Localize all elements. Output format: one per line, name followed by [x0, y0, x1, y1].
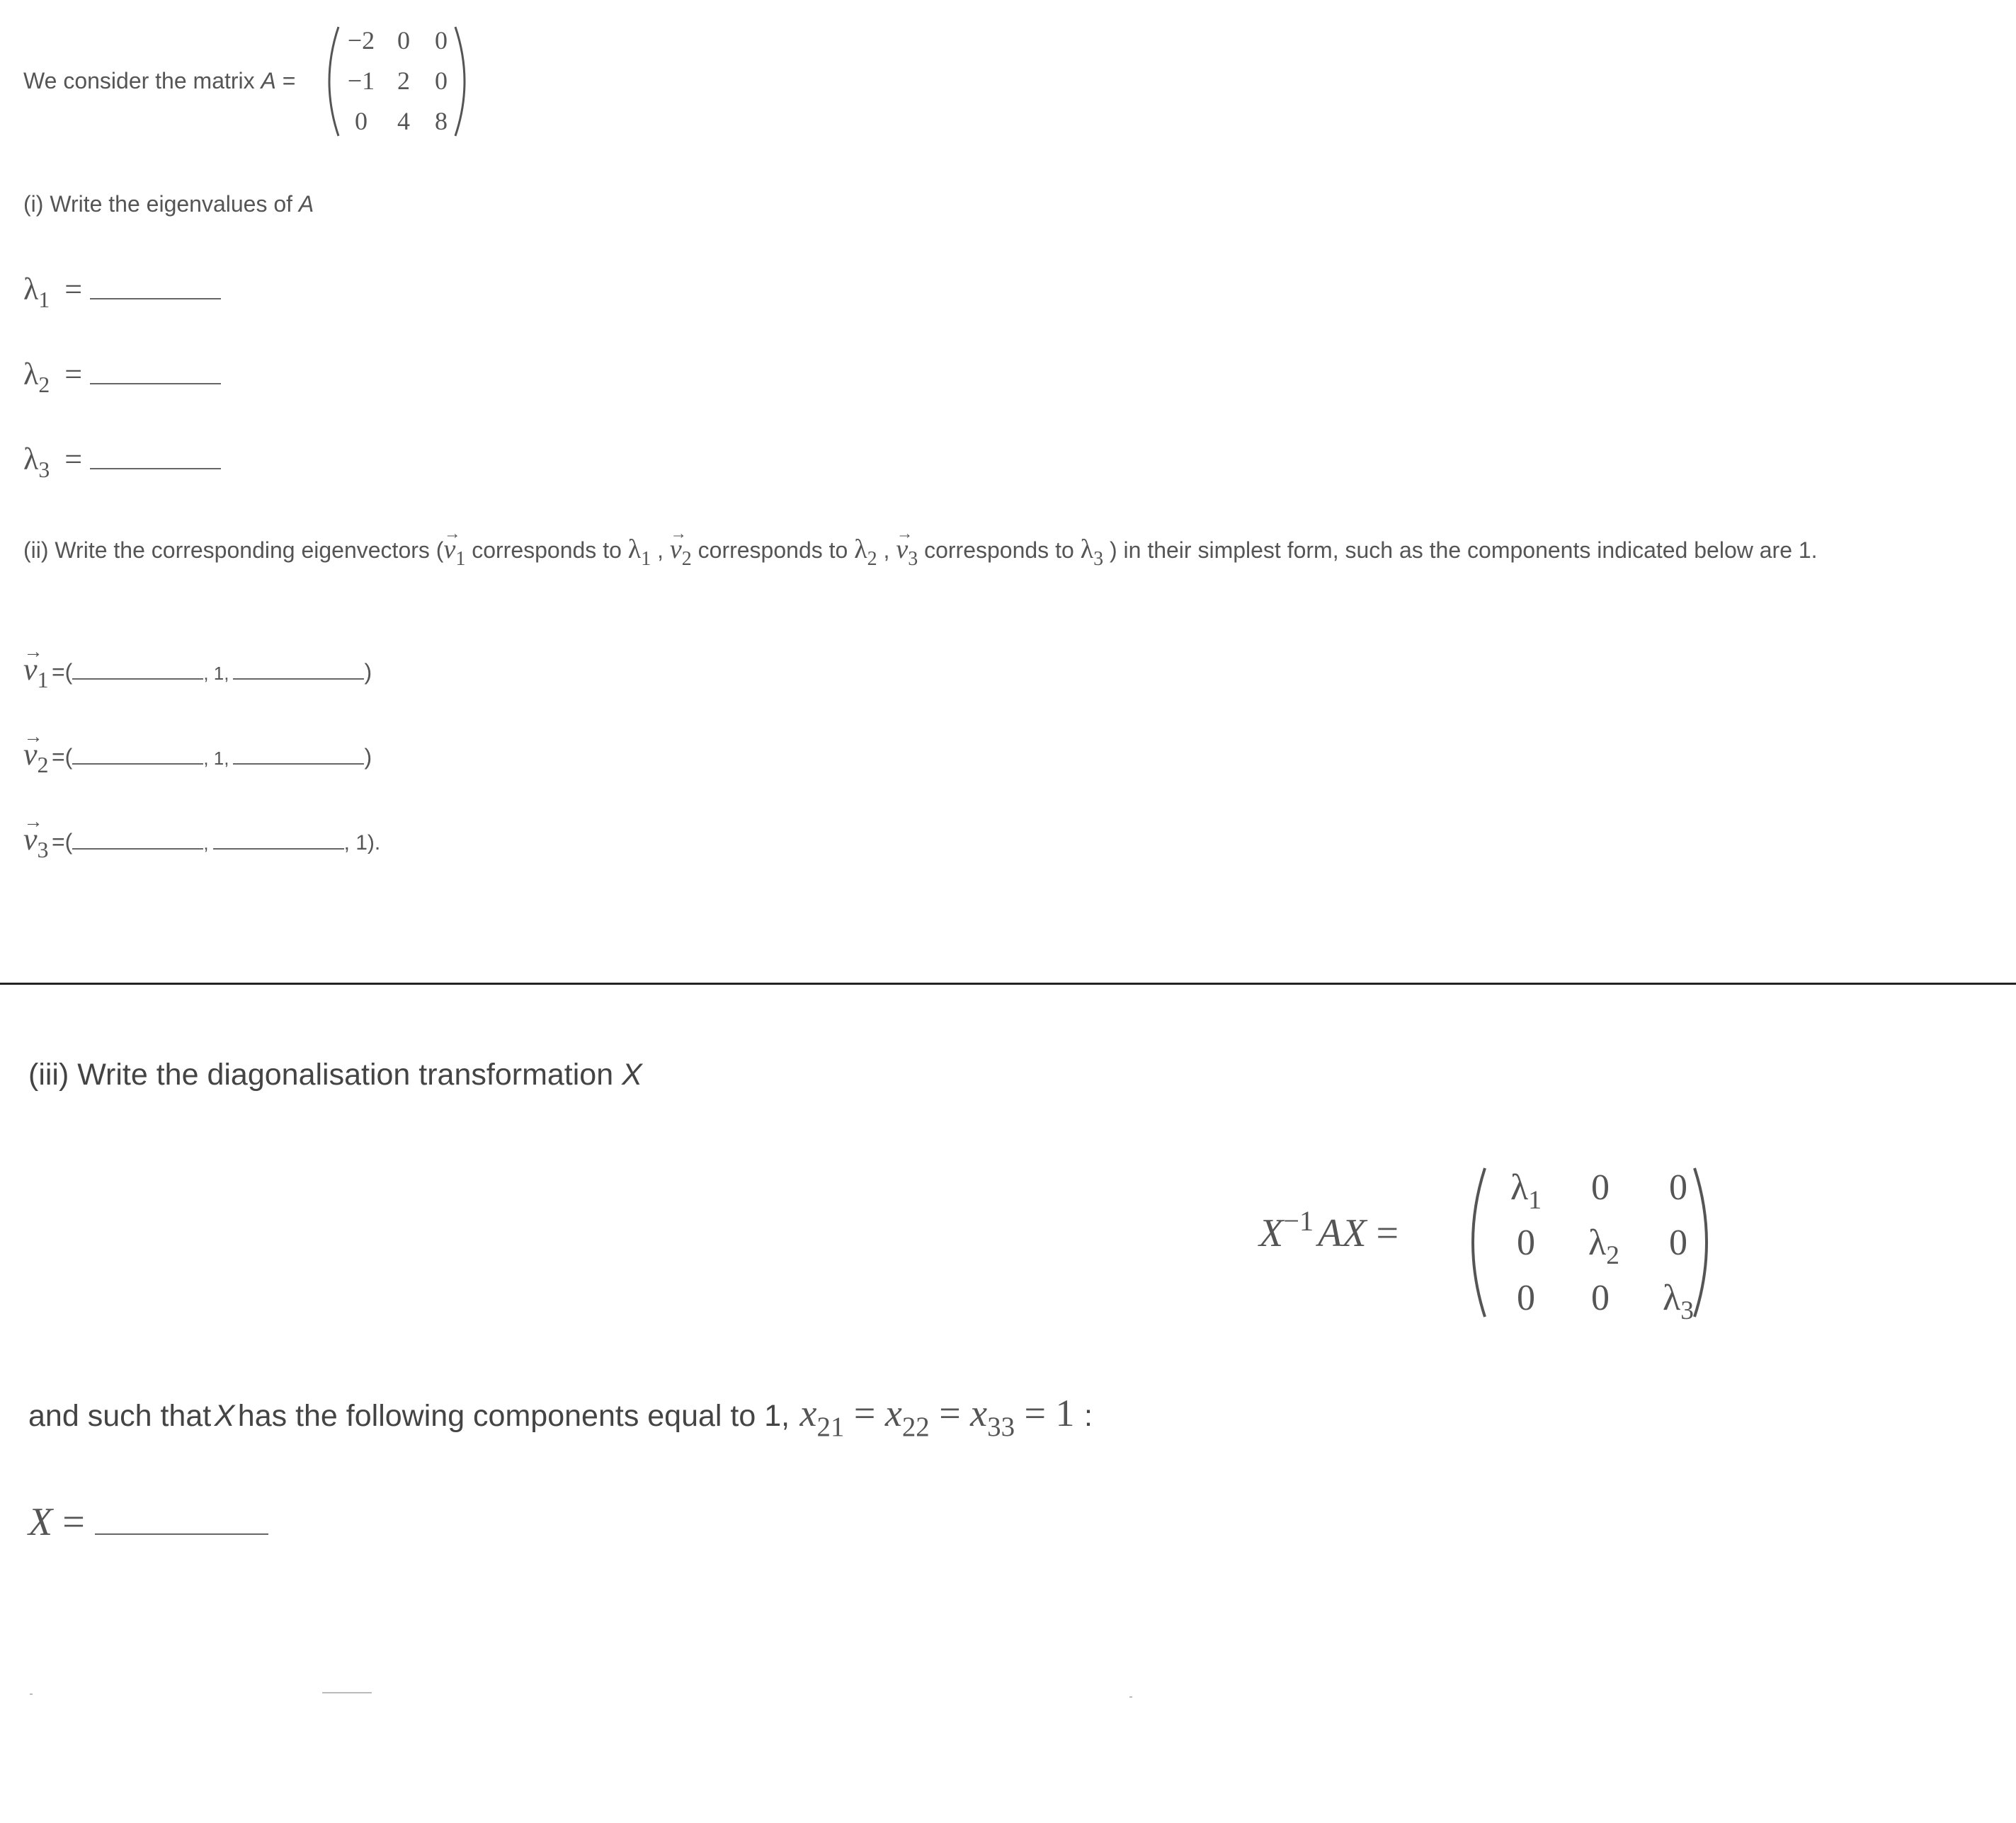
- diag-cell: [1491, 1167, 1561, 1216]
- x-index: 21: [816, 1411, 845, 1442]
- vector-index: 3: [37, 837, 49, 863]
- eigenvector-2-component-3-input[interactable]: [233, 739, 364, 765]
- section-divider: [0, 983, 2016, 985]
- condition-text-b: has the following components equal to 1,: [237, 1399, 790, 1433]
- eigenvalue-3-input[interactable]: [90, 442, 221, 469]
- answer-equals: =: [62, 1500, 85, 1544]
- diag-cell-index: 3: [1680, 1296, 1694, 1326]
- lambda-index: 1: [38, 287, 50, 313]
- matrix-a-cell: 0: [435, 26, 448, 55]
- x-index: 33: [987, 1411, 1015, 1442]
- vector-index: 1: [455, 547, 466, 570]
- diag-cell-symbol: λ: [1588, 1223, 1607, 1263]
- eigenvector-1-component-3-input[interactable]: [233, 654, 364, 680]
- condition-colon: :: [1083, 1399, 1093, 1433]
- eigenvector-row-2: [23, 736, 372, 778]
- corresponds-to-text: corresponds to: [697, 537, 848, 563]
- lambda-symbol: λ: [627, 535, 642, 564]
- part3-condition: [28, 1391, 1093, 1442]
- eigenvalue-1-input[interactable]: [90, 273, 221, 299]
- vector-equals-open: =(: [51, 744, 73, 770]
- condition-equals: =: [1024, 1392, 1046, 1434]
- vector-symbol: → v: [23, 736, 38, 772]
- vector-close: ): [364, 659, 372, 685]
- eigenvector-row-3: [23, 821, 381, 863]
- part3-prompt-text: (iii) Write the diagonalisation transformation: [28, 1058, 614, 1092]
- vector-symbol: → v: [443, 534, 455, 565]
- x-index: 22: [901, 1411, 930, 1442]
- diag-cell: [1643, 1167, 1714, 1208]
- matrix-a-cell: −1: [347, 67, 375, 95]
- matrix-a-cell: 0: [355, 107, 368, 135]
- vector-symbol: → v: [670, 534, 682, 565]
- matrix-a-cell: 2: [397, 67, 410, 95]
- diag-cell-symbol: 0: [1517, 1223, 1535, 1263]
- intro-label: We consider the matrix: [23, 68, 255, 93]
- lhs-equals: =: [1376, 1211, 1399, 1255]
- vector-separator: , 1,: [203, 748, 229, 769]
- eigenvector-3-component-2-input[interactable]: [213, 824, 344, 850]
- lambda-index: 2: [38, 372, 50, 398]
- vector-symbol: → v: [23, 821, 38, 857]
- vector-separator: , 1).: [343, 831, 381, 855]
- lambda-symbol: λ: [23, 272, 39, 307]
- matrix-x-input[interactable]: [95, 1502, 268, 1535]
- vector-symbol: → v: [896, 534, 908, 565]
- x-symbol: x: [970, 1392, 988, 1434]
- vector-separator: , 1,: [203, 663, 229, 684]
- diag-cell: [1491, 1222, 1561, 1264]
- scan-artifact: [1129, 1696, 1132, 1698]
- eigenvector-row-1: [23, 651, 372, 693]
- part1-prompt: [23, 191, 314, 217]
- answer-symbol: X: [28, 1500, 53, 1544]
- matrix-a: [317, 21, 477, 142]
- corresponds-to-text: corresponds to: [924, 537, 1074, 563]
- part3-prompt: [28, 1058, 642, 1092]
- condition-symbol: X: [214, 1399, 235, 1433]
- matrix-a-cell: 0: [435, 67, 448, 95]
- diagonalisation-lhs: [1259, 1204, 1399, 1256]
- lhs-x: X: [1259, 1211, 1284, 1255]
- intro-text: [23, 68, 295, 94]
- eigenvalue-2-input[interactable]: [90, 358, 221, 384]
- eigenvector-3-component-1-input[interactable]: [72, 824, 203, 850]
- lambda-symbol: λ: [23, 442, 39, 476]
- part3-prompt-symbol: X: [622, 1058, 642, 1092]
- part1-prompt-symbol: A: [298, 191, 314, 217]
- answer-row: [28, 1499, 268, 1545]
- condition-equals: =: [939, 1392, 961, 1434]
- condition-equals: =: [853, 1392, 876, 1434]
- lhs-exponent: −1: [1283, 1204, 1314, 1237]
- lambda-index: 3: [38, 457, 50, 483]
- diag-cell-symbol: 0: [1517, 1278, 1535, 1318]
- eigenvalue-equals: =: [64, 357, 83, 392]
- diag-cell: [1572, 1277, 1629, 1319]
- vector-index: 2: [681, 547, 692, 570]
- corresponds-to-text: corresponds to: [472, 537, 622, 563]
- part2-prompt-end: ) in their simplest form, such as the components indicated below are 1.: [1109, 537, 1818, 563]
- vector-index: 3: [908, 547, 918, 570]
- lambda-symbol: λ: [1080, 535, 1094, 564]
- diag-cell: [1643, 1222, 1714, 1264]
- diag-cell-index: 1: [1528, 1186, 1542, 1216]
- matrix-symbol: A: [261, 68, 276, 93]
- diagonal-matrix: [1455, 1161, 1724, 1324]
- part2-prompt: [23, 534, 1818, 570]
- diag-cell: [1572, 1167, 1629, 1208]
- intro-equals: =: [282, 68, 296, 93]
- scan-artifact: [322, 1692, 372, 1693]
- part1-prompt-text: (i) Write the eigenvalues of: [23, 191, 293, 217]
- eigenvalue-equals: =: [64, 442, 83, 476]
- diag-cell-symbol: λ: [1510, 1167, 1529, 1208]
- eigenvector-2-component-1-input[interactable]: [72, 739, 203, 765]
- comma: ,: [883, 537, 890, 563]
- vector-index: 1: [37, 667, 49, 693]
- diag-cell: [1491, 1277, 1561, 1319]
- diag-cell-symbol: 0: [1669, 1223, 1687, 1263]
- eigenvalue-row-1: [23, 271, 221, 313]
- part2-prompt-start: (ii) Write the corresponding eigenvectors (: [23, 537, 444, 563]
- diag-cell: [1568, 1222, 1639, 1271]
- vector-equals-open: =(: [51, 829, 73, 855]
- diag-cell: [1643, 1277, 1714, 1326]
- eigenvalue-row-3: [23, 441, 221, 483]
- vector-index: 2: [37, 752, 49, 778]
- eigenvector-1-component-1-input[interactable]: [72, 654, 203, 680]
- lambda-index: 2: [867, 547, 877, 570]
- diag-cell-index: 2: [1606, 1241, 1619, 1271]
- vector-separator: ,: [203, 833, 209, 854]
- condition-math: [799, 1392, 1084, 1442]
- matrix-a-cell: 4: [397, 107, 410, 135]
- eigenvalue-row-2: [23, 356, 221, 398]
- lambda-symbol: λ: [23, 357, 39, 392]
- lambda-index: 3: [1093, 547, 1104, 570]
- matrix-a-cell: 8: [435, 107, 448, 135]
- diag-cell-symbol: 0: [1669, 1167, 1687, 1208]
- diag-cell-symbol: λ: [1663, 1278, 1681, 1318]
- x-symbol: x: [884, 1392, 902, 1434]
- x-symbol: x: [799, 1392, 817, 1434]
- condition-text-a: and such that: [28, 1399, 212, 1433]
- vector-symbol: → v: [23, 651, 38, 687]
- condition-one: 1: [1055, 1392, 1075, 1434]
- vector-close: ): [364, 744, 372, 770]
- vector-equals-open: =(: [51, 659, 73, 685]
- diag-cell-symbol: 0: [1591, 1278, 1610, 1318]
- scan-artifact: [30, 1693, 33, 1695]
- diag-cell-symbol: 0: [1591, 1167, 1610, 1208]
- lambda-index: 1: [641, 547, 651, 570]
- lhs-ax: AX: [1318, 1211, 1367, 1255]
- matrix-a-cell: −2: [347, 26, 375, 55]
- matrix-a-cell: 0: [397, 26, 410, 55]
- eigenvalue-equals: =: [64, 272, 83, 307]
- lambda-symbol: λ: [854, 535, 867, 564]
- comma: ,: [657, 537, 664, 563]
